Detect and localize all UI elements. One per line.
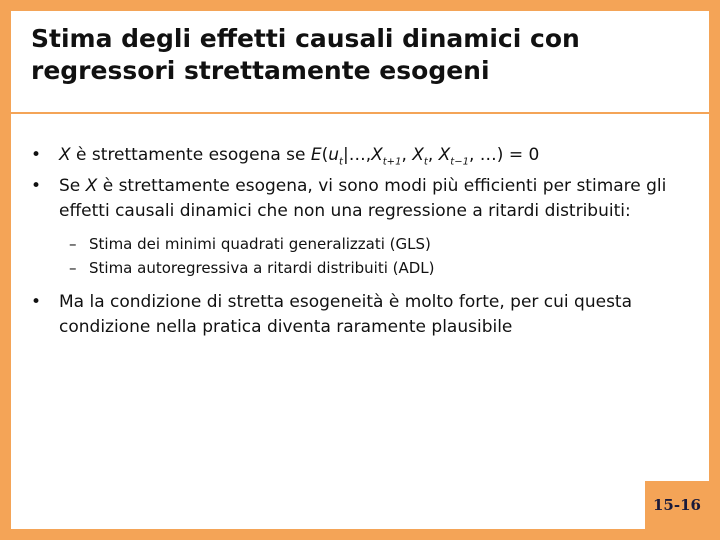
var-u: u [328, 145, 340, 165]
subscript: t [423, 156, 428, 168]
sub-bullet-gls [31, 232, 696, 256]
bullet-glyph: • [31, 145, 42, 165]
bullet-text: , [427, 145, 439, 165]
var-x: X [85, 176, 98, 197]
title-divider [11, 112, 709, 114]
var-x: X [412, 145, 424, 165]
bullet-efficient-methods [31, 174, 696, 224]
page-number: 15-16 [645, 481, 709, 529]
bullet-text: ( [321, 145, 329, 165]
bullet-text: |…, [342, 145, 372, 165]
bullet-text: Ma la condizione di stretta esogeneità è molto forte, per cui questa condizione nella pratica diventa raramente plausibile [59, 292, 633, 338]
sub-bullet-text: Stima dei minimi quadrati generalizzati (GLS) [89, 235, 431, 254]
bullet-text: è strettamente esogena se [70, 145, 311, 165]
var-x: X [371, 145, 383, 165]
sub-bullet-adl [31, 256, 696, 280]
bullet-text: Se [59, 176, 86, 197]
expectation-symbol: E [310, 145, 322, 165]
slide-title: Stima degli effetti causali dinamici con regressori strettamente esogeni [31, 24, 580, 85]
subscript: t+1 [382, 156, 402, 168]
var-x: X [59, 145, 71, 165]
subscript: t−1 [450, 156, 469, 168]
slide-body [31, 143, 696, 340]
bullet-text: è strettamente esogena, vi sono modi più efficienti per stimare gli effetti causali dinamici che non una regressione a ritardi distribuiti: [59, 176, 667, 222]
subscript: t [339, 156, 343, 168]
bullet-text: , …) = 0 [468, 145, 540, 165]
bullet-text: , [401, 145, 413, 165]
sub-bullet-text: Stima autoregressiva a ritardi distribuiti (ADL) [89, 259, 435, 278]
dash-glyph: – [69, 259, 77, 278]
bullet-strong-condition [31, 290, 696, 340]
bullet-strict-exogeneity [31, 143, 696, 174]
slide [11, 11, 709, 529]
bullet-glyph: • [31, 176, 42, 197]
bullet-glyph: • [31, 292, 42, 313]
var-x: X [438, 145, 451, 165]
dash-glyph: – [69, 235, 77, 254]
